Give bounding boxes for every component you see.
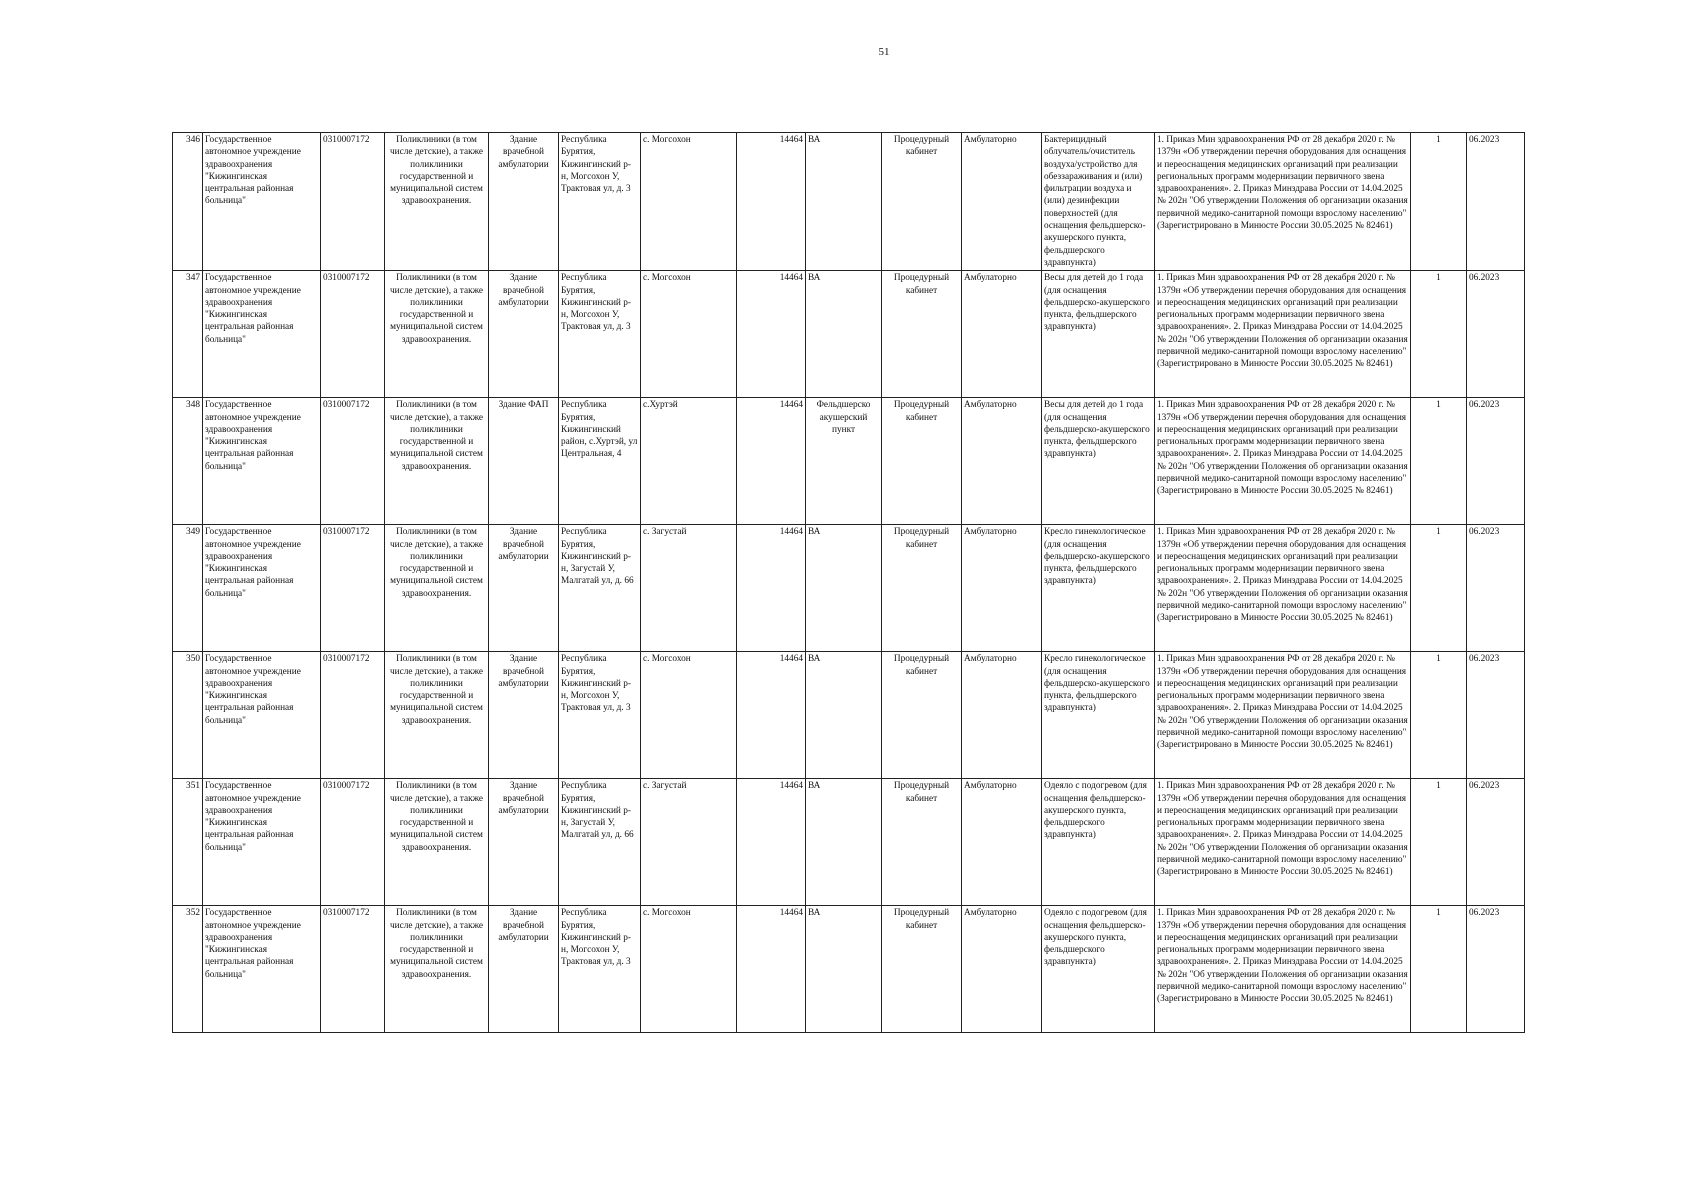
quantity-cell: 1	[1411, 271, 1467, 398]
date-cell: 06.2023	[1467, 779, 1525, 906]
care-mode-cell: Амбулаторно	[962, 271, 1042, 398]
row-number-cell: 352	[173, 906, 203, 1033]
table-row	[173, 525, 1525, 652]
facility-type-cell: Поликлиники (в том числе детские), а также поликлиники государственной и муниципальной систем здравоохранения.	[385, 271, 489, 398]
building-cell: Здание врачебной амбулатории	[489, 133, 559, 271]
unit-cell: ВА	[806, 133, 882, 271]
room-cell: Процедурный кабинет	[882, 133, 962, 271]
date-cell: 06.2023	[1467, 906, 1525, 1033]
organization-cell: Государственное автономное учреждение здравоохранения "Кижингинская центральная районная больница"	[203, 525, 321, 652]
quantity-cell: 1	[1411, 525, 1467, 652]
legal-basis-cell: 1. Приказ Мин здравоохранения РФ от 28 декабря 2020 г. № 1379н «Об утверждении перечня оборудования для оснащения и переоснащения медицинских организаций при реализации региональных программ модернизации первичного звена здравоохранения». 2. Приказ Минздрава России от 14.04.2025 № 202н "Об утверждении Положения об организации оказания первичной медико-санитарной помощи взрослому населению" (Зарегистрировано в Минюсте России 30.05.2025 № 82461)	[1155, 133, 1411, 271]
code-cell: 14464	[737, 906, 806, 1033]
building-cell: Здание врачебной амбулатории	[489, 779, 559, 906]
unit-cell: ВА	[806, 652, 882, 779]
table-row	[173, 133, 1525, 271]
table-row	[173, 906, 1525, 1033]
code-cell: 14464	[737, 133, 806, 271]
date-cell: 06.2023	[1467, 652, 1525, 779]
date-cell: 06.2023	[1467, 271, 1525, 398]
inn-cell: 0310007172	[321, 652, 385, 779]
code-cell: 14464	[737, 779, 806, 906]
organization-cell: Государственное автономное учреждение здравоохранения "Кижингинская центральная районная больница"	[203, 398, 321, 525]
organization-cell: Государственное автономное учреждение здравоохранения "Кижингинская центральная районная больница"	[203, 779, 321, 906]
row-number-cell: 349	[173, 525, 203, 652]
building-cell: Здание врачебной амбулатории	[489, 906, 559, 1033]
equipment-cell: Одеяло с подогревом (для оснащения фельдшерско-акушерского пункта, фельдшерского здравпункта)	[1042, 906, 1155, 1033]
address-cell: Республика Бурятия, Кижингинский р-н, Могсохон У, Трактовая ул, д. 3	[559, 906, 641, 1033]
equipment-cell: Кресло гинекологическое (для оснащения фельдшерско-акушерского пункта, фельдшерского здравпункта)	[1042, 652, 1155, 779]
row-number-cell: 348	[173, 398, 203, 525]
inn-cell: 0310007172	[321, 398, 385, 525]
facility-type-cell: Поликлиники (в том числе детские), а также поликлиники государственной и муниципальной систем здравоохранения.	[385, 398, 489, 525]
room-cell: Процедурный кабинет	[882, 398, 962, 525]
address-cell: Республика Бурятия, Кижингинский р-н, Могсохон У, Трактовая ул, д. 3	[559, 652, 641, 779]
building-cell: Здание ФАП	[489, 398, 559, 525]
legal-basis-cell: 1. Приказ Мин здравоохранения РФ от 28 декабря 2020 г. № 1379н «Об утверждении перечня оборудования для оснащения и переоснащения медицинских организаций при реализации региональных программ модернизации первичного звена здравоохранения». 2. Приказ Минздрава России от 14.04.2025 № 202н "Об утверждении Положения об организации оказания первичной медико-санитарной помощи взрослому населению" (Зарегистрировано в Минюсте России 30.05.2025 № 82461)	[1155, 652, 1411, 779]
room-cell: Процедурный кабинет	[882, 652, 962, 779]
date-cell: 06.2023	[1467, 133, 1525, 271]
legal-basis-cell: 1. Приказ Мин здравоохранения РФ от 28 декабря 2020 г. № 1379н «Об утверждении перечня оборудования для оснащения и переоснащения медицинских организаций при реализации региональных программ модернизации первичного звена здравоохранения». 2. Приказ Минздрава России от 14.04.2025 № 202н "Об утверждении Положения об организации оказания первичной медико-санитарной помощи взрослому населению" (Зарегистрировано в Минюсте России 30.05.2025 № 82461)	[1155, 906, 1411, 1033]
quantity-cell: 1	[1411, 652, 1467, 779]
equipment-cell: Весы для детей до 1 года (для оснащения фельдшерско-акушерского пункта, фельдшерского здравпункта)	[1042, 271, 1155, 398]
table-row	[173, 779, 1525, 906]
inn-cell: 0310007172	[321, 779, 385, 906]
equipment-cell: Кресло гинекологическое (для оснащения фельдшерско-акушерского пункта, фельдшерского здравпункта)	[1042, 525, 1155, 652]
page-number: 51	[878, 46, 890, 58]
locality-cell: с. Могсохон	[641, 271, 737, 398]
organization-cell: Государственное автономное учреждение здравоохранения "Кижингинская центральная районная больница"	[203, 133, 321, 271]
date-cell: 06.2023	[1467, 398, 1525, 525]
equipment-registry-table	[172, 132, 1525, 1033]
code-cell: 14464	[737, 525, 806, 652]
care-mode-cell: Амбулаторно	[962, 133, 1042, 271]
unit-cell: Фельдшерско акушерский пункт	[806, 398, 882, 525]
unit-cell: ВА	[806, 779, 882, 906]
address-cell: Республика Бурятия, Кижингинский р-н, Загустай У, Малгатай ул, д. 66	[559, 525, 641, 652]
address-cell: Республика Бурятия, Кижингинский р-н, Загустай У, Малгатай ул, д. 66	[559, 779, 641, 906]
address-cell: Республика Бурятия, Кижингинский р-н, Могсохон У, Трактовая ул, д. 3	[559, 271, 641, 398]
room-cell: Процедурный кабинет	[882, 779, 962, 906]
equipment-cell: Одеяло с подогревом (для оснащения фельдшерско-акушерского пункта, фельдшерского здравпункта)	[1042, 779, 1155, 906]
row-number-cell: 347	[173, 271, 203, 398]
room-cell: Процедурный кабинет	[882, 906, 962, 1033]
date-cell: 06.2023	[1467, 525, 1525, 652]
code-cell: 14464	[737, 398, 806, 525]
equipment-cell: Бактерицидный облучатель/очиститель воздуха/устройство для обеззараживания и (или) фильтрации воздуха и (или) дезинфекции поверхностей (для оснащения фельдшерско-акушерского пункта, фельдшерского здравпункта)	[1042, 133, 1155, 271]
table-row	[173, 271, 1525, 398]
quantity-cell: 1	[1411, 398, 1467, 525]
unit-cell: ВА	[806, 271, 882, 398]
quantity-cell: 1	[1411, 133, 1467, 271]
code-cell: 14464	[737, 271, 806, 398]
locality-cell: с.Хуртэй	[641, 398, 737, 525]
row-number-cell: 350	[173, 652, 203, 779]
care-mode-cell: Амбулаторно	[962, 779, 1042, 906]
legal-basis-cell: 1. Приказ Мин здравоохранения РФ от 28 декабря 2020 г. № 1379н «Об утверждении перечня оборудования для оснащения и переоснащения медицинских организаций при реализации региональных программ модернизации первичного звена здравоохранения». 2. Приказ Минздрава России от 14.04.2025 № 202н "Об утверждении Положения об организации оказания первичной медико-санитарной помощи взрослому населению" (Зарегистрировано в Минюсте России 30.05.2025 № 82461)	[1155, 271, 1411, 398]
building-cell: Здание врачебной амбулатории	[489, 271, 559, 398]
facility-type-cell: Поликлиники (в том числе детские), а также поликлиники государственной и муниципальной систем здравоохранения.	[385, 906, 489, 1033]
legal-basis-cell: 1. Приказ Мин здравоохранения РФ от 28 декабря 2020 г. № 1379н «Об утверждении перечня оборудования для оснащения и переоснащения медицинских организаций при реализации региональных программ модернизации первичного звена здравоохранения». 2. Приказ Минздрава России от 14.04.2025 № 202н "Об утверждении Положения об организации оказания первичной медико-санитарной помощи взрослому населению" (Зарегистрировано в Минюсте России 30.05.2025 № 82461)	[1155, 525, 1411, 652]
facility-type-cell: Поликлиники (в том числе детские), а также поликлиники государственной и муниципальной систем здравоохранения.	[385, 133, 489, 271]
inn-cell: 0310007172	[321, 271, 385, 398]
address-cell: Республика Бурятия, Кижингинский район, с.Хуртэй, ул Центральная, 4	[559, 398, 641, 525]
quantity-cell: 1	[1411, 906, 1467, 1033]
inn-cell: 0310007172	[321, 906, 385, 1033]
table-row	[173, 652, 1525, 779]
care-mode-cell: Амбулаторно	[962, 398, 1042, 525]
code-cell: 14464	[737, 652, 806, 779]
care-mode-cell: Амбулаторно	[962, 652, 1042, 779]
care-mode-cell: Амбулаторно	[962, 525, 1042, 652]
facility-type-cell: Поликлиники (в том числе детские), а также поликлиники государственной и муниципальной систем здравоохранения.	[385, 779, 489, 906]
inn-cell: 0310007172	[321, 525, 385, 652]
unit-cell: ВА	[806, 906, 882, 1033]
legal-basis-cell: 1. Приказ Мин здравоохранения РФ от 28 декабря 2020 г. № 1379н «Об утверждении перечня оборудования для оснащения и переоснащения медицинских организаций при реализации региональных программ модернизации первичного звена здравоохранения». 2. Приказ Минздрава России от 14.04.2025 № 202н "Об утверждении Положения об организации оказания первичной медико-санитарной помощи взрослому населению" (Зарегистрировано в Минюсте России 30.05.2025 № 82461)	[1155, 779, 1411, 906]
row-number-cell: 351	[173, 779, 203, 906]
quantity-cell: 1	[1411, 779, 1467, 906]
room-cell: Процедурный кабинет	[882, 525, 962, 652]
organization-cell: Государственное автономное учреждение здравоохранения "Кижингинская центральная районная больница"	[203, 906, 321, 1033]
equipment-cell: Весы для детей до 1 года (для оснащения фельдшерско-акушерского пункта, фельдшерского здравпункта)	[1042, 398, 1155, 525]
locality-cell: с. Могсохон	[641, 906, 737, 1033]
facility-type-cell: Поликлиники (в том числе детские), а также поликлиники государственной и муниципальной систем здравоохранения.	[385, 652, 489, 779]
building-cell: Здание врачебной амбулатории	[489, 652, 559, 779]
table-row	[173, 398, 1525, 525]
row-number-cell: 346	[173, 133, 203, 271]
organization-cell: Государственное автономное учреждение здравоохранения "Кижингинская центральная районная больница"	[203, 271, 321, 398]
legal-basis-cell: 1. Приказ Мин здравоохранения РФ от 28 декабря 2020 г. № 1379н «Об утверждении перечня оборудования для оснащения и переоснащения медицинских организаций при реализации региональных программ модернизации первичного звена здравоохранения». 2. Приказ Минздрава России от 14.04.2025 № 202н "Об утверждении Положения об организации оказания первичной медико-санитарной помощи взрослому населению" (Зарегистрировано в Минюсте России 30.05.2025 № 82461)	[1155, 398, 1411, 525]
locality-cell: с. Загустай	[641, 779, 737, 906]
locality-cell: с. Загустай	[641, 525, 737, 652]
care-mode-cell: Амбулаторно	[962, 906, 1042, 1033]
organization-cell: Государственное автономное учреждение здравоохранения "Кижингинская центральная районная больница"	[203, 652, 321, 779]
unit-cell: ВА	[806, 525, 882, 652]
room-cell: Процедурный кабинет	[882, 271, 962, 398]
locality-cell: с. Могсохон	[641, 652, 737, 779]
facility-type-cell: Поликлиники (в том числе детские), а также поликлиники государственной и муниципальной систем здравоохранения.	[385, 525, 489, 652]
address-cell: Республика Бурятия, Кижингинский р-н, Могсохон У, Трактовая ул, д. 3	[559, 133, 641, 271]
locality-cell: с. Могсохон	[641, 133, 737, 271]
inn-cell: 0310007172	[321, 133, 385, 271]
building-cell: Здание врачебной амбулатории	[489, 525, 559, 652]
